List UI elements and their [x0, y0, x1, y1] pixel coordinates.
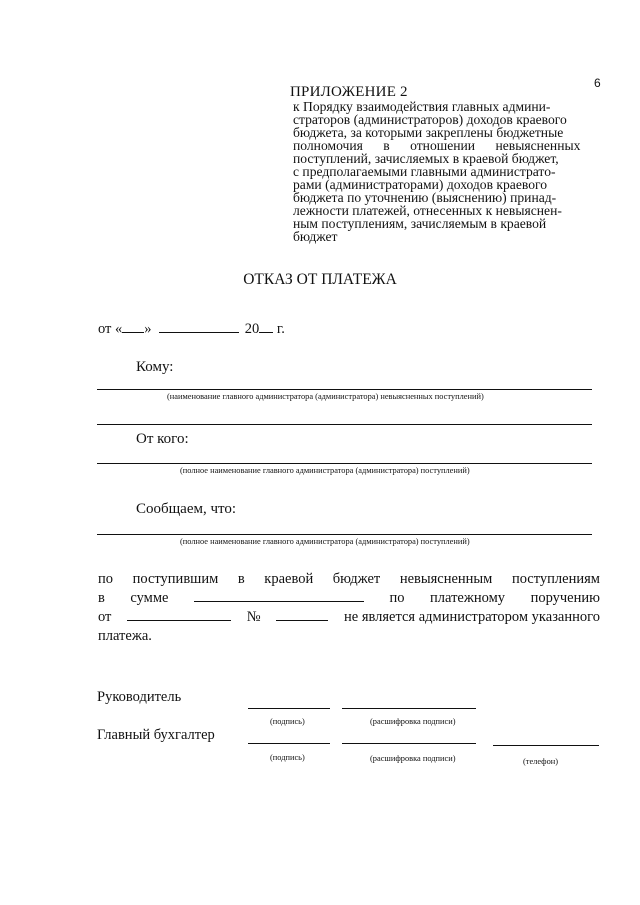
from-field[interactable]: [97, 463, 592, 464]
word: поступившим: [132, 571, 219, 587]
word: сумме: [130, 590, 169, 606]
date-prefix: от «: [98, 321, 123, 337]
from-label: От кого:: [136, 431, 189, 447]
year-prefix: 20: [244, 321, 260, 337]
paragraph-line-3: [98, 608, 600, 627]
inform-caption: (полное наименование главного администратора (администратора) поступлений): [180, 537, 470, 546]
number-sign: №: [246, 609, 261, 625]
appendix-line: ным поступлениям, зачисляемым в краевой: [293, 216, 547, 231]
month-field[interactable]: [159, 320, 239, 333]
year-suffix: г.: [276, 321, 285, 337]
appendix-description: [293, 100, 601, 243]
refusal-paragraph: [98, 570, 600, 646]
amount-field[interactable]: [194, 589, 364, 602]
accountant-decode-field[interactable]: [342, 743, 476, 744]
appendix-line: к Порядку взаимодействия главных админи-: [293, 99, 551, 114]
appendix-line: рами (администраторами) доходов краевого: [293, 177, 548, 192]
to-caption: (наименование главного администратора (администратора) невыясненных поступлений): [167, 392, 484, 401]
word: краевой: [264, 571, 314, 587]
day-field[interactable]: [122, 320, 144, 333]
word: в: [98, 590, 105, 606]
to-label: Кому:: [136, 359, 174, 375]
word: от: [98, 609, 112, 625]
word: не является администратором указанного: [344, 609, 600, 625]
word: в: [237, 571, 245, 587]
accountant-decode-caption: (расшифровка подписи): [370, 754, 456, 763]
word: по: [389, 590, 405, 606]
appendix-line: бюджета, за которыми закреплены бюджетные: [293, 125, 564, 140]
word: поручению: [530, 590, 600, 606]
payment-date-field[interactable]: [127, 608, 231, 621]
year-field[interactable]: [259, 320, 273, 333]
inform-field[interactable]: [97, 534, 592, 535]
word: платежному: [430, 590, 506, 606]
word: поступлениям: [511, 571, 600, 587]
word: бюджет: [332, 571, 381, 587]
appendix-line: поступлений, зачисляемых в краевой бюджет,: [293, 151, 559, 166]
accountant-signature-caption: (подпись): [270, 753, 305, 762]
appendix-line: страторов (администраторов) доходов краевого: [293, 112, 567, 127]
head-decode-field[interactable]: [342, 708, 476, 709]
paragraph-line-1: [98, 570, 600, 589]
date-line: [98, 320, 285, 338]
word: невыясненным: [399, 571, 493, 587]
document-title: ОТКАЗ ОТ ПЛАТЕЖА: [243, 271, 397, 288]
date-close-quote: »: [144, 321, 152, 337]
accountant-signature-field[interactable]: [248, 743, 330, 744]
appendix-line: с предполагаемыми главными администрато-: [293, 164, 556, 179]
phone-caption: (телефон): [523, 757, 559, 766]
from-caption: (полное наименование главного администратора (администратора) поступлений): [180, 466, 470, 475]
head-decode-caption: (расшифровка подписи): [370, 717, 456, 726]
appendix-line: бюджета по уточнению (выяснению) принад-: [293, 190, 557, 205]
head-signature-caption: (подпись): [270, 717, 305, 726]
appendix-line: бюджет: [293, 229, 338, 244]
paragraph-line-4: платежа.: [98, 628, 152, 644]
inform-label: Сообщаем, что:: [136, 501, 237, 517]
appendix-line: лежности платежей, отнесенных к невыяснен-: [293, 203, 562, 218]
accountant-label: Главный бухгалтер: [97, 727, 215, 743]
paragraph-line-2: [98, 589, 600, 608]
appendix-line: полномочия в отношении невыясненных: [293, 138, 581, 153]
to-field-line-2[interactable]: [97, 424, 592, 425]
word: по: [98, 571, 114, 587]
head-label: Руководитель: [97, 689, 182, 705]
payment-number-field[interactable]: [276, 608, 328, 621]
head-signature-field[interactable]: [248, 708, 330, 709]
page-number: 6: [594, 76, 601, 90]
phone-field[interactable]: [493, 745, 599, 746]
appendix-title: ПРИЛОЖЕНИЕ 2: [290, 84, 408, 100]
to-field[interactable]: [97, 389, 592, 390]
